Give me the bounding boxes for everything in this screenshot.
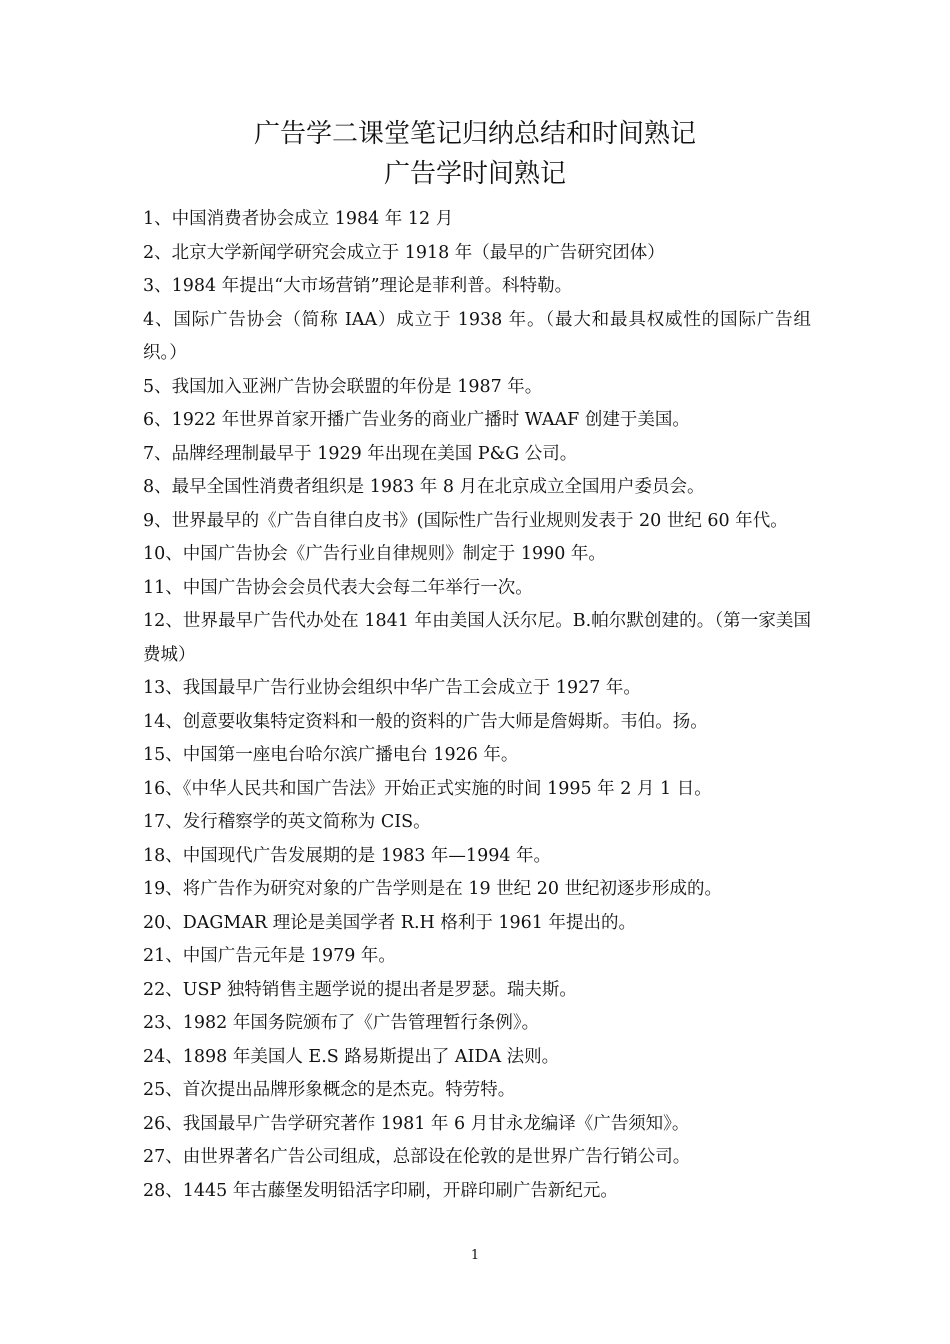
page-number: 1 <box>470 1248 480 1263</box>
list-item: 14、创意要收集特定资料和一般的资料的广告大师是詹姆斯。韦伯。扬。 <box>143 711 708 732</box>
list-item: 7、品牌经理制最早于 1929 年出现在美国 P&G 公司。 <box>143 443 578 464</box>
list-item: 18、中国现代广告发展期的是 1983 年—1994 年。 <box>143 845 552 866</box>
list-item: 16、《中华人民共和国广告法》开始正式实施的时间 1995 年 2 月 1 日。 <box>143 778 712 799</box>
list-item: 25、首次提出品牌形象概念的是杰克。特劳特。 <box>143 1080 516 1100</box>
list-item: 21、中国广告元年是 1979 年。 <box>143 946 396 966</box>
list-item: 10、中国广告协会《广告行业自律规则》制定于 1990 年。 <box>143 544 606 564</box>
list-item: 17、发行稽察学的英文简称为 CIS。 <box>143 812 431 832</box>
list-item: 23、1982 年国务院颁布了《广告管理暂行条例》。 <box>143 1013 540 1033</box>
list-item: 8、最早全国性消费者组织是 1983 年 8 月在北京成立全国用户委员会。 <box>143 477 705 497</box>
list-item: 24、1898 年美国人 E.S 路易斯提出了 AIDA 法则。 <box>143 1046 560 1067</box>
list-item: 2、北京大学新闻学研究会成立于 1918 年（最早的广告研究团体） <box>143 242 665 263</box>
list-item: 13、我国最早广告行业协会组织中华广告工会成立于 1927 年。 <box>143 678 641 698</box>
list-item: 26、我国最早广告学研究著作 1981 年 6 月甘永龙编译《广告须知》。 <box>143 1113 690 1134</box>
list-item: 22、USP 独特销售主题学说的提出者是罗瑟。瑞夫斯。 <box>143 979 577 1000</box>
list-item: 4、国际广告协会（简称 IAA）成立于 1938 年。（最大和最具权威性的国际广告组织。） <box>143 309 811 363</box>
list-item: 11、中国广告协会会员代表大会每二年举行一次。 <box>143 577 533 598</box>
document-subtitle: 广告学时间熟记 <box>383 159 566 189</box>
list-item: 1、中国消费者协会成立 1984 年 12 月 <box>143 209 454 229</box>
list-item: 20、DAGMAR 理论是美国学者 R.H 格利于 1961 年提出的。 <box>143 912 636 933</box>
list-item: 28、1445 年古藤堡发明铅活字印刷，开辟印刷广告新纪元。 <box>143 1180 618 1201</box>
list-item: 3、1984 年提出“大市场营销”理论是菲利普。科特勒。 <box>143 276 573 296</box>
list-item: 27、由世界著名广告公司组成，总部设在伦敦的是世界广告行销公司。 <box>143 1147 691 1167</box>
item-list <box>143 203 811 1208</box>
list-item: 9、世界最早的《广告自律白皮书》(国际性广告行业规则发表于 20 世纪 60 年代。 <box>143 510 788 531</box>
list-item: 15、中国第一座电台哈尔滨广播电台 1926 年。 <box>143 745 519 765</box>
list-item: 6、1922 年世界首家开播广告业务的商业广播时 WAAF 创建于美国。 <box>143 410 690 430</box>
document-title: 广告学二课堂笔记归纳总结和时间熟记 <box>253 119 696 149</box>
list-item: 12、世界最早广告代办处在 1841 年由美国人沃尔尼。B.帕尔默创建的。（第一家美国费城） <box>143 611 811 665</box>
list-item: 19、将广告作为研究对象的广告学则是在 19 世纪 20 世纪初逐步形成的。 <box>143 879 723 899</box>
list-item: 5、我国加入亚洲广告协会联盟的年份是 1987 年。 <box>143 376 543 397</box>
